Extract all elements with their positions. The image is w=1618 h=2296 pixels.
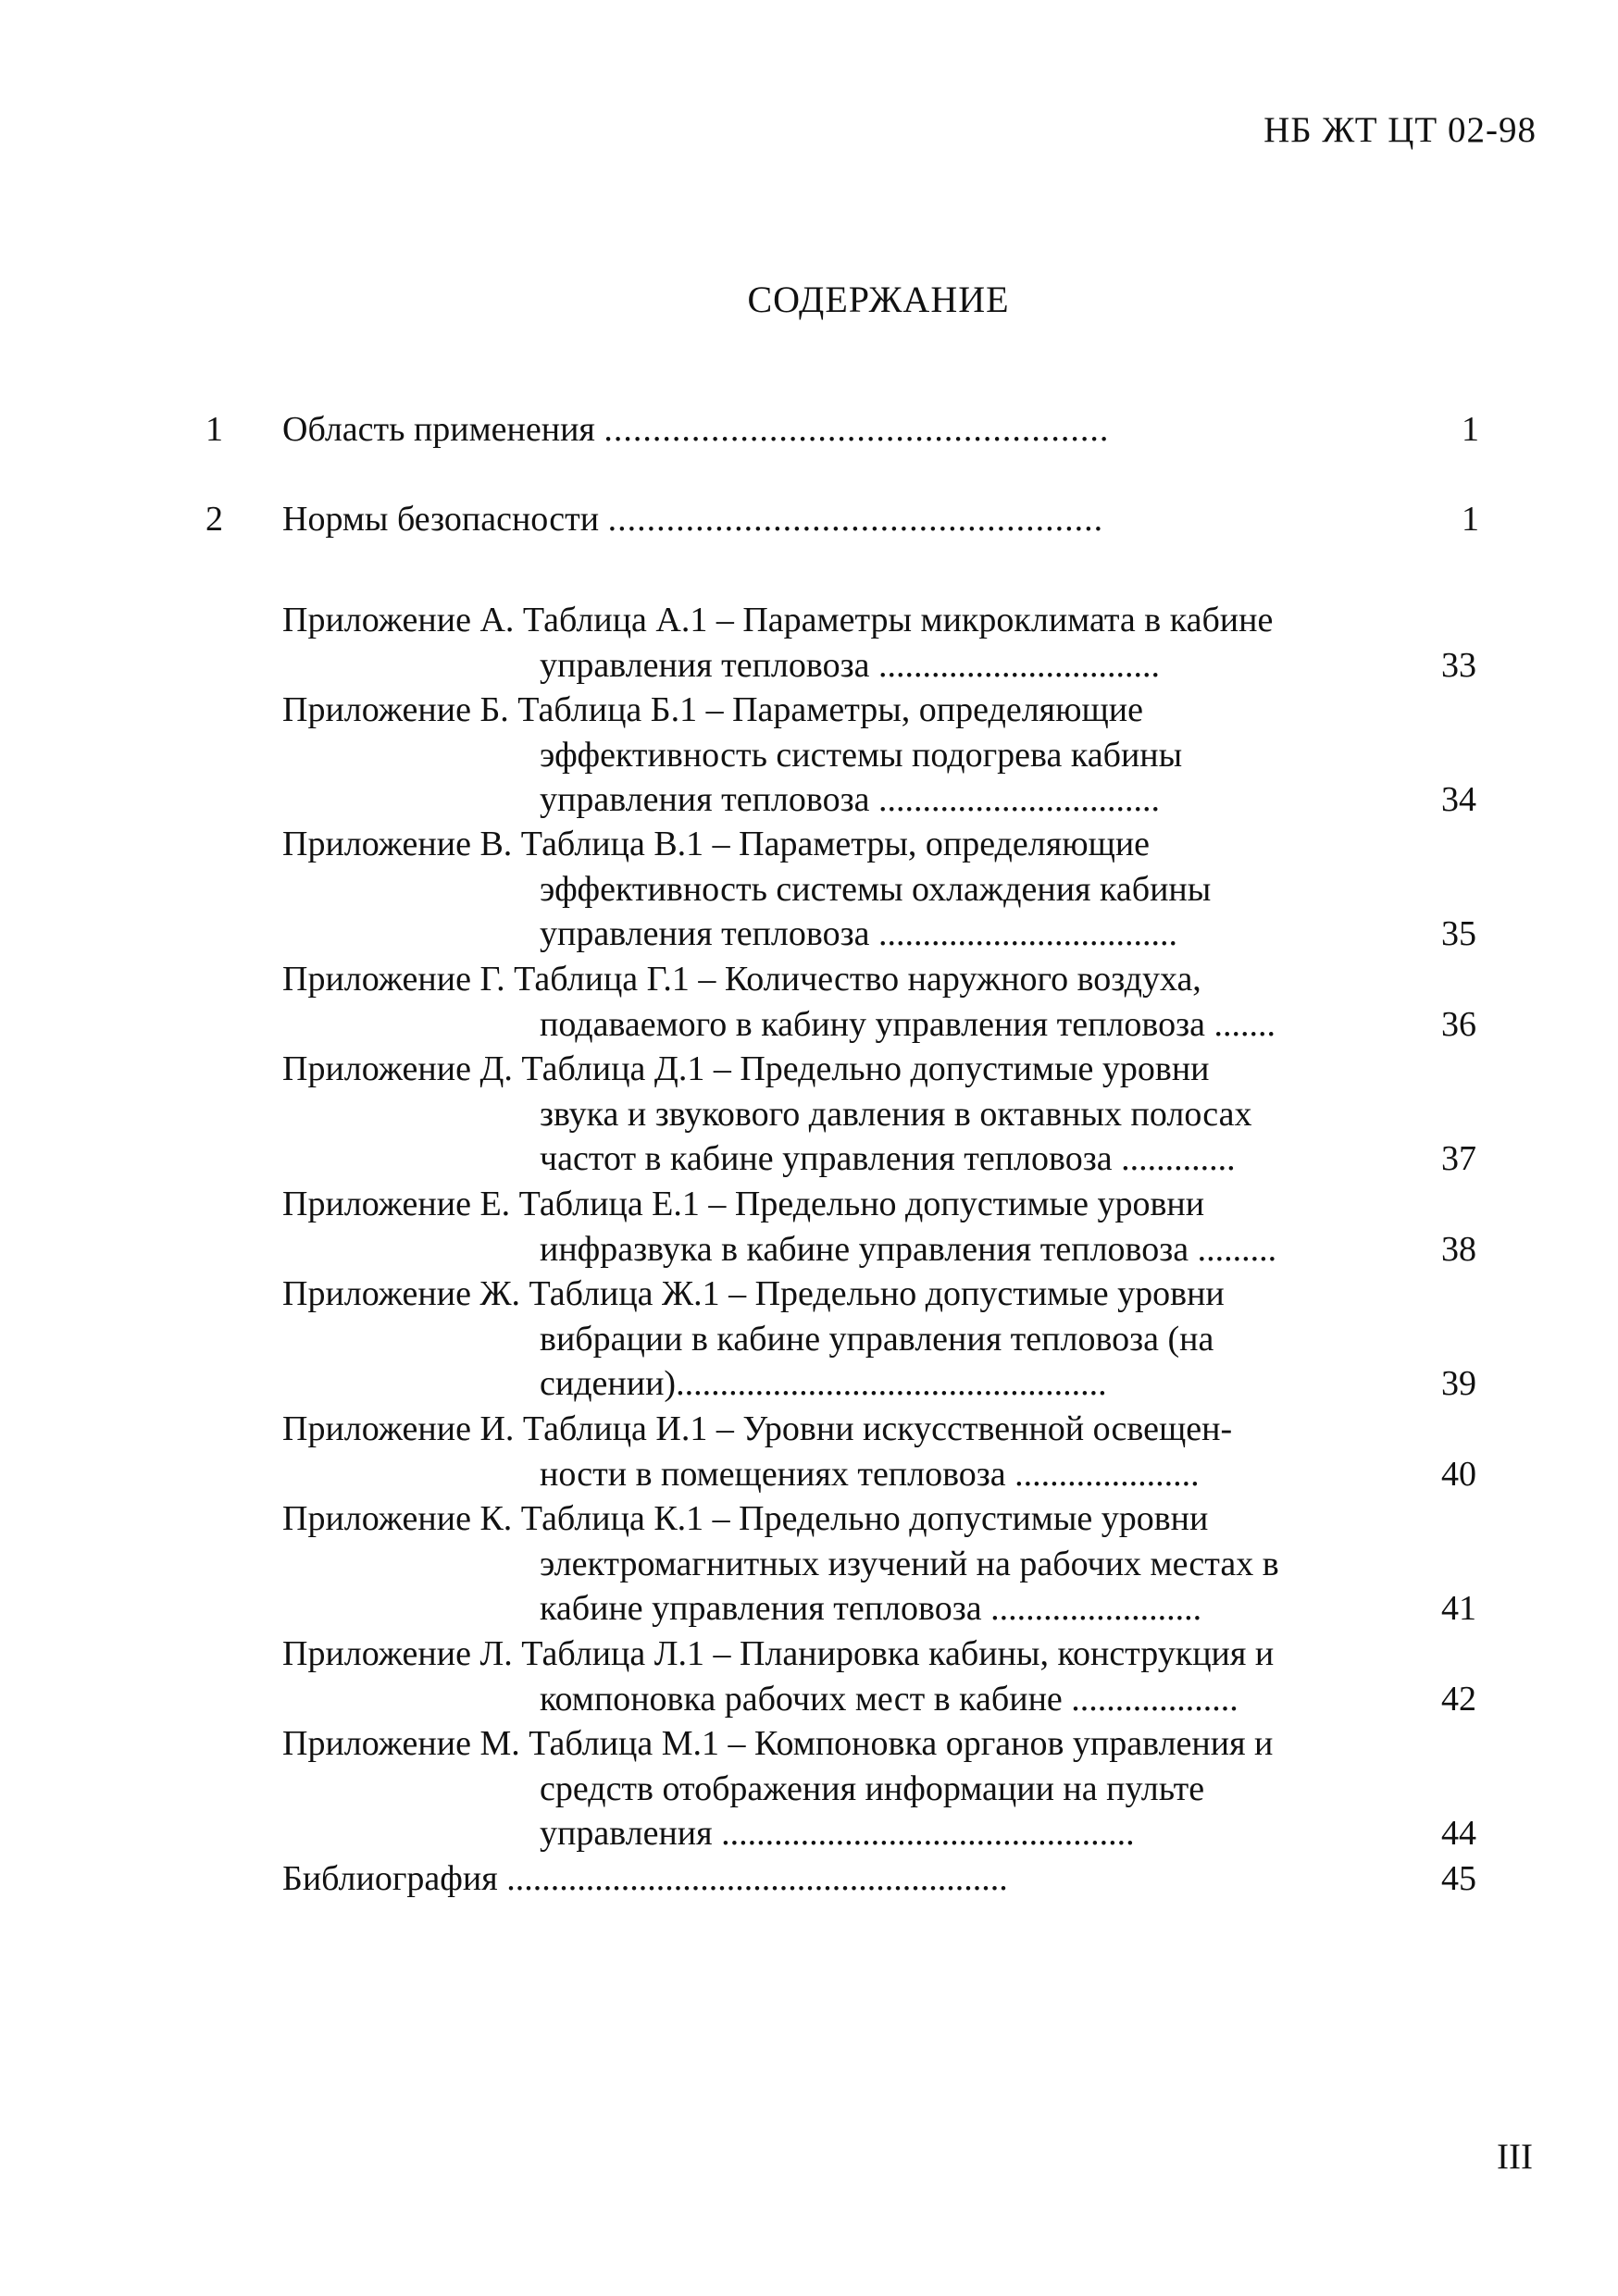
leader-dots: .................................................... bbox=[604, 410, 1110, 449]
entry-line: звука и звукового давления в октавных полосах bbox=[540, 1094, 1252, 1134]
entry-line: вибрации в кабине управления тепловоза (на bbox=[540, 1319, 1214, 1359]
entry-page: 42 bbox=[1441, 1679, 1476, 1719]
toc-section-2 bbox=[0, 497, 1618, 552]
entry-page: 37 bbox=[1441, 1139, 1476, 1179]
entry-line: Приложение А. Таблица А.1 – Параметры микроклимата в кабине bbox=[282, 601, 1274, 639]
section-number: 1 bbox=[205, 410, 223, 449]
entry-line: Приложение Б. Таблица Б.1 – Параметры, определяющие bbox=[282, 690, 1143, 729]
toc-appendix-k bbox=[282, 1496, 1476, 1632]
entry-page: 41 bbox=[1441, 1589, 1476, 1629]
section-page: 1 bbox=[1462, 500, 1479, 539]
entry-line: Приложение В. Таблица В.1 – Параметры, определяющие bbox=[282, 825, 1151, 863]
entry-line: эффективность системы охлаждения кабины bbox=[540, 869, 1212, 909]
entry-page: 34 bbox=[1441, 780, 1476, 820]
entry-page: 40 bbox=[1441, 1454, 1476, 1494]
entry-line: электромагнитных изучений на рабочих местах в bbox=[540, 1544, 1279, 1583]
entry-line: управления тепловоза ................................ 34 bbox=[282, 777, 1476, 823]
entry-line: средств отображения информации на пульте bbox=[540, 1769, 1205, 1808]
entry-line: управления тепловоза .................................. 35 bbox=[282, 912, 1476, 957]
toc-appendix-e bbox=[282, 1182, 1476, 1272]
entry-line: управления тепловоза ................................ 33 bbox=[282, 643, 1476, 689]
entry-page: 44 bbox=[1441, 1814, 1476, 1854]
entry-line: кабине управления тепловоза ........................ 41 bbox=[282, 1586, 1476, 1632]
entry-line: подаваемого в кабину управления тепловоза ....... 36 bbox=[282, 1002, 1476, 1048]
entry-line: Приложение М. Таблица М.1 – Компоновка органов управления и bbox=[282, 1724, 1274, 1763]
page-title: СОДЕРЖАНИЕ bbox=[747, 279, 1010, 320]
entry-line: сидении)................................................. 39 bbox=[282, 1361, 1476, 1407]
entry-line: Приложение И. Таблица И.1 – Уровни искусственной освещен- bbox=[282, 1409, 1233, 1448]
toc-appendix-b bbox=[282, 688, 1476, 823]
entry-page: 36 bbox=[1441, 1004, 1476, 1044]
entry-line: Приложение Л. Таблица Л.1 – Планировка кабины, конструкция и bbox=[282, 1634, 1275, 1673]
entry-line: частот в кабине управления тепловоза ............. 37 bbox=[282, 1136, 1476, 1182]
section-title: Область применения .................................................... bbox=[282, 410, 1110, 449]
toc-appendix-m bbox=[282, 1721, 1476, 1856]
entry-line: Приложение Е. Таблица Е.1 – Предельно допустимые уровни bbox=[282, 1185, 1205, 1223]
section-title: Нормы безопасности ................................................... bbox=[282, 500, 1104, 539]
entry-line: инфразвука в кабине управления тепловоза ......... 38 bbox=[282, 1227, 1476, 1272]
toc-appendix-l bbox=[282, 1632, 1476, 1721]
entry-line: управления ............................................... 44 bbox=[282, 1811, 1476, 1856]
entry-line: эффективность системы подогрева кабины bbox=[540, 735, 1183, 775]
entry-line: ности в помещениях тепловоза ..................... 40 bbox=[282, 1452, 1476, 1497]
toc-appendix-a bbox=[282, 598, 1476, 688]
entry-page: 35 bbox=[1441, 914, 1476, 954]
entry-line: Приложение Д. Таблица Д.1 – Предельно допустимые уровни bbox=[282, 1049, 1210, 1088]
entry-page: 45 bbox=[1441, 1859, 1476, 1898]
toc-section-1 bbox=[0, 407, 1618, 463]
document-code: НБ ЖТ ЦТ 02-98 bbox=[1263, 110, 1537, 150]
entry-line: компоновка рабочих мест в кабине ................... 42 bbox=[282, 1677, 1476, 1722]
section-page: 1 bbox=[1462, 410, 1479, 449]
toc-bibliography bbox=[282, 1856, 1476, 1902]
entry-line: Приложение Ж. Таблица Ж.1 – Предельно допустимые уровни bbox=[282, 1274, 1225, 1313]
entry-line: Приложение К. Таблица К.1 – Предельно допустимые уровни bbox=[282, 1499, 1209, 1538]
entry-line: Приложение Г. Таблица Г.1 – Количество наружного воздуха, bbox=[282, 960, 1201, 999]
entry-line: Библиография ......................................................... 45 bbox=[282, 1856, 1476, 1902]
toc-appendix-d bbox=[282, 1047, 1476, 1182]
entry-page: 39 bbox=[1441, 1364, 1476, 1404]
toc-appendix-g bbox=[282, 957, 1476, 1047]
toc-appendix-v bbox=[282, 822, 1476, 957]
entry-page: 33 bbox=[1441, 645, 1476, 685]
section-number: 2 bbox=[205, 500, 223, 539]
page-number: III bbox=[1497, 2137, 1533, 2177]
leader-dots: ................................................... bbox=[607, 500, 1104, 539]
toc-appendix-i bbox=[282, 1407, 1476, 1496]
entry-page: 38 bbox=[1441, 1229, 1476, 1269]
toc-appendix-zh bbox=[282, 1272, 1476, 1407]
